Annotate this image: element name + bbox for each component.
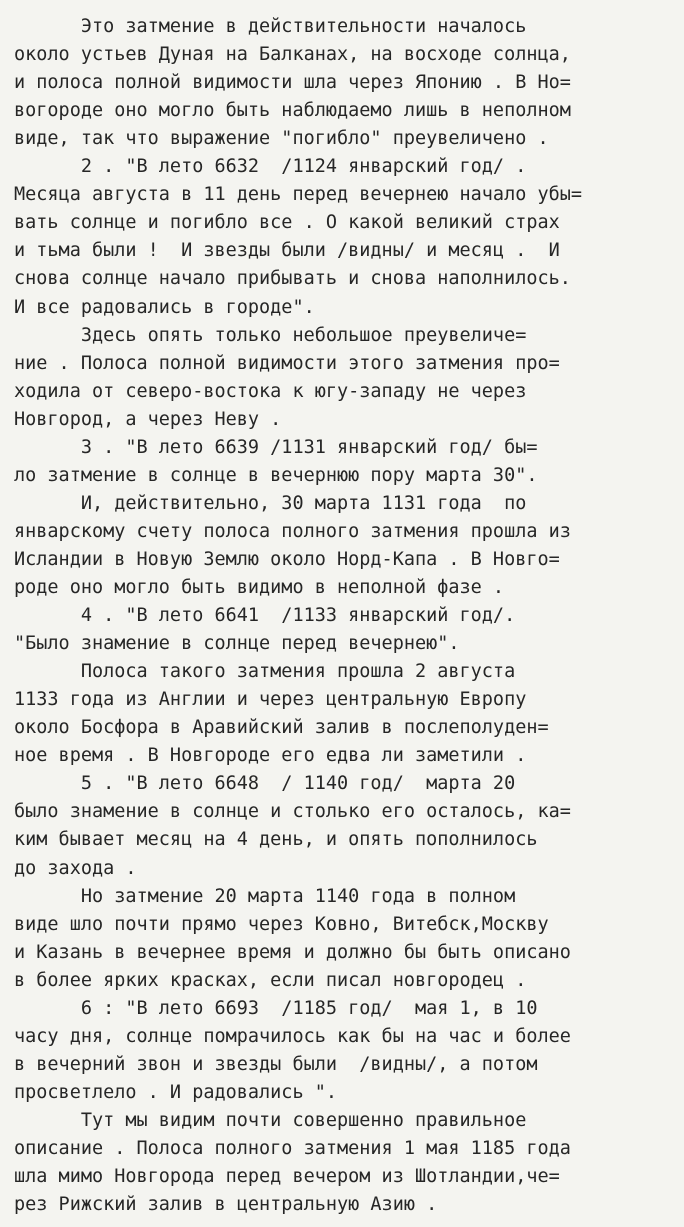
text-line: Но затмение 20 марта 1140 года в полном (14, 885, 516, 907)
text-line: И все радовались в городе". (14, 296, 315, 318)
text-line: часу дня, солнце помрачилось как бы на час и более (14, 1025, 571, 1047)
text-line: ное время . В Новгороде его едва ли заметили . (14, 745, 527, 767)
text-line: 6 : "В лето 6693 /1185 год/ мая 1, в 10 (14, 997, 538, 1019)
text-line: до захода . (14, 857, 137, 879)
text-line: Полоса такого затмения прошла 2 августа (14, 661, 516, 683)
text-line: 1133 года из Англии и через центральную Европу (14, 689, 527, 711)
text-line: Исландии в Новую Землю около Норд-Капа . В Новго= (14, 548, 560, 570)
text-line: было знамение в солнце и столько его осталось, ка= (14, 801, 571, 823)
text-line: вать солнце и погибло все . О какой великий страх (14, 212, 560, 234)
text-line: Это затмение в действительности началось (14, 16, 527, 37)
text-line: снова солнце начало прибывать и снова наполнилось. (14, 268, 571, 290)
text-line: 2 . "В лето 6632 /1124 январский год/ . (14, 156, 527, 178)
text-line: около устьев Дуная на Балканах, на восходе солнца, (14, 44, 571, 66)
text-line: и полоса полной видимости шла через Японию . В Но= (14, 72, 571, 94)
text-line: виде, так что выражение "погибло" преувеличено . (14, 128, 549, 150)
text-line: ло затмение в солнце в вечернюю пору марта 30". (14, 464, 538, 486)
text-line: виде шло почти прямо через Ковно, Витебск,Москву (14, 913, 549, 935)
text-line: рез Рижский залив в центральную Азию . (14, 1194, 438, 1216)
text-line: Здесь опять только небольшое преувеличе= (14, 324, 527, 346)
text-line: и тьма были ! И звезды были /видны/ и месяц . И (14, 240, 560, 262)
text-line: 5 . "В лето 6648 / 1140 год/ марта 20 (14, 773, 516, 795)
text-line: в более ярких красках, если писал новгородец . (14, 969, 527, 991)
text-line: вогороде оно могло быть наблюдаемо лишь в неполном (14, 100, 571, 122)
text-line: просветлело . И радовались ". (14, 1081, 338, 1103)
text-line: шла мимо Новгорода перед вечером из Шотландии,че= (14, 1166, 560, 1188)
text-line: Новгород, а через Неву . (14, 408, 282, 430)
text-line: Месяца августа в 11 день перед вечернею начало убы= (14, 184, 583, 206)
text-line: ние . Полоса полной видимости этого затмения про= (14, 352, 560, 374)
text-line: январскому счету полоса полного затмения прошла из (14, 520, 571, 542)
text-line: И, действительно, 30 марта 1131 года по (14, 492, 527, 514)
text-line: в вечерний звон и звезды были /видны/, а потом (14, 1053, 538, 1075)
text-line: описание . Полоса полного затмения 1 мая 1185 года (14, 1138, 571, 1159)
text-line: "Было знамение в солнце перед вечернею". (14, 633, 460, 655)
text-line: около Босфора в Аравийский залив в послеполуден= (14, 717, 549, 739)
text-line: ким бывает месяц на 4 день, и опять пополнилось (14, 829, 538, 851)
text-line: ходила от северо-востока к югу-западу не через (14, 380, 527, 402)
text-line: роде оно могло быть видимо в неполной фазе . (14, 577, 505, 598)
text-line: Тут мы видим почти совершенно правильное (14, 1109, 527, 1131)
text-line: 4 . "В лето 6641 /1133 январский год/. (14, 605, 516, 627)
text-line: 3 . "В лето 6639 /1131 январский год/ бы= (14, 436, 538, 458)
text-line: и Казань в вечернее время и должно бы быть описано (14, 941, 571, 963)
